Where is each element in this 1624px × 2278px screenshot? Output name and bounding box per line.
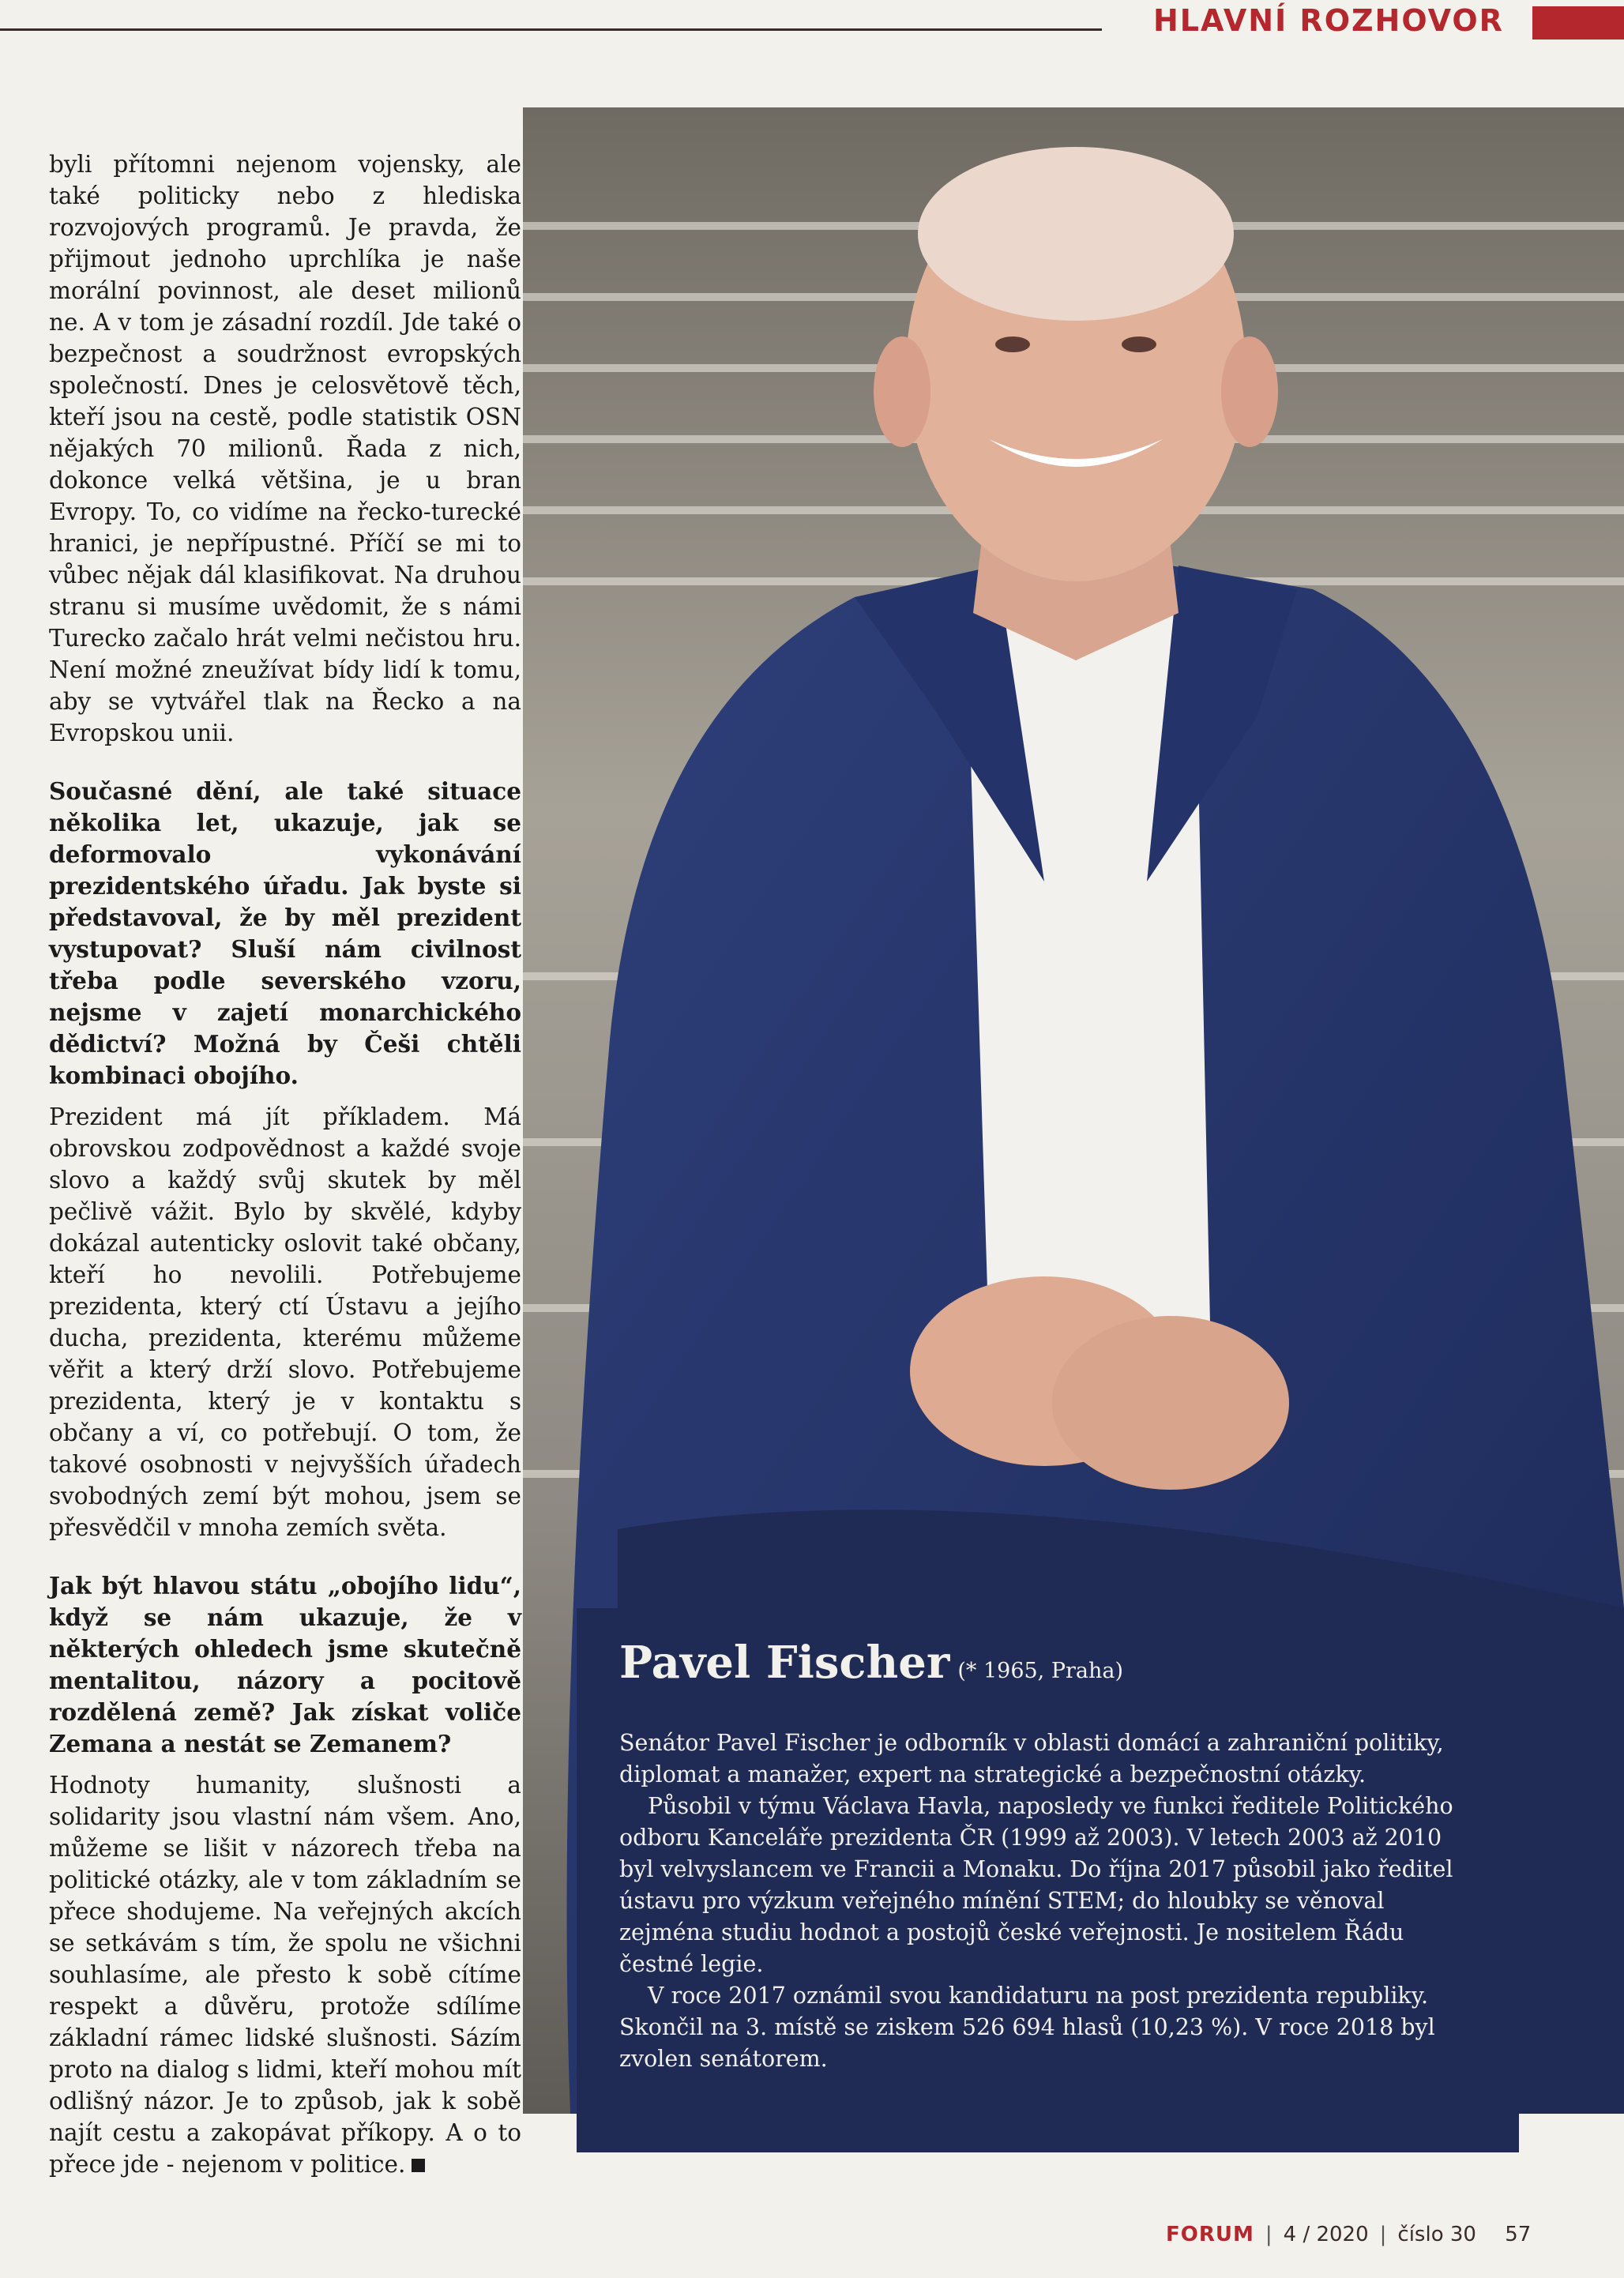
question-paragraph: Jak být hlavou státu „obojího lidu“, když se nám ukazuje, že v některých ohledech jsme skutečně mentalitou, názory a pocitově rozdělená země? Jak získat voliče Zemana a nestát se Zemanem? — [49, 1572, 521, 1757]
bio-heading — [619, 1635, 1478, 1699]
bio-paragraph: V roce 2017 oznámil svou kandidaturu na post prezidenta republiky. Skončil na 3. místě se ziskem 526 694 hlasů (10,23 %). V roce 2018 byl zvolen senátorem. — [619, 1983, 1435, 2072]
answer-paragraph: Prezident má jít příkladem. Má obrovskou zodpovědnost a každé svoje slovo a každý svůj skutek by měl pečlivě vážit. Bylo by skvělé, kdyby dokázal autenticky oslovit také občany, kteří ho nevolili. Potřebujeme prezidenta, který ctí Ústavu a jejího ducha, prezidenta, kterému můžeme věřit a který drží slovo. Potřebujeme prezidenta, který je v kontaktu s občany a ví, co potřebují. O tom, že takové osobnosti v nejvyšších úřadech svobodných zemí být mohou, jsem se přesvědčil v mnoha zemích světa. — [49, 1103, 521, 1541]
bio-paragraph: Senátor Pavel Fischer je odborník v oblasti domácí a zahraniční politiky, diplomat a manažer, expert na strategické a bezpečnostní otázky. — [619, 1730, 1444, 1787]
bio-name: Pavel Fischer — [619, 1637, 950, 1689]
article-column — [49, 148, 521, 2180]
header-rule — [0, 28, 1102, 31]
footer-separator: | — [1379, 2223, 1387, 2246]
answer-text: Hodnoty humanity, slušnosti a solidarity jsou vlastní nám všem. Ano, můžeme se lišit v názorech třeba na politické otázky, ale v tom základním se přece shodujeme. Na veřejných akcích se setkávám s tím, že spolu ne všichni souhlasíme, ale přesto k sobě cítíme respekt a důvěru, protože sdílíme základní rámec lidské slušnosti. Sázím proto na dialog s lidmi, kteří mohou mít odlišný názor. Je to způsob, jak k sobě najít cestu a zakopávat příkopy. A o to přece jde - nejenom v politice. — [49, 1772, 521, 2178]
section-color-tab — [1532, 6, 1624, 39]
footer-brand: FORUM — [1166, 2223, 1254, 2246]
end-of-article-mark — [412, 2159, 425, 2172]
page-number: 57 — [1505, 2223, 1532, 2246]
bio-text — [619, 1727, 1478, 2075]
page-footer — [1166, 2223, 1531, 2246]
bio-born: (* 1965, Praha) — [957, 1659, 1124, 1683]
footer-separator: | — [1265, 2223, 1273, 2246]
bio-paragraph: Působil v týmu Václava Havla, naposledy ve funkci ředitele Politického odboru Kanceláře prezidenta ČR (1999 až 2003). V letech 2003 až 2010 byl velvyslancem ve Francii a Monaku. Do října 2017 působil jako ředitel ústavu pro výzkum veřejného mínění STEM; do hloubky se věnoval zejména studiu hodnot a postojů české veřejnosti. Je nositelem Řádu čestné legie. — [619, 1793, 1453, 1977]
question-paragraph: Současné dění, ale také situace několika let, ukazuje, jak se deformovalo vykonávání prezidentského úřadu. Jak byste si představoval, že by měl prezident vystupovat? Sluší nám civilnost třeba podle severského vzoru, nejsme v zajetí monarchického dědictví? Možná by Češi chtěli kombinaci obojího. — [49, 777, 521, 1089]
footer-number: číslo 30 — [1397, 2223, 1476, 2246]
answer-paragraph: byli přítomni nejenom vojensky, ale také politicky nebo z hlediska rozvojových programů. Je pravda, že přijmout jednoho uprchlíka je naše morální povinnost, ale deset milionů ne. A v tom je zásadní rozdíl. Jde také o bezpečnost a soudržnost evropských společností. Dnes je celosvětově těch, kteří jsou na cestě, podle statistik OSN nějakých 70 milionů. Řada z nich, dokonce velká většina, je u bran Evropy. To, co vidíme na řecko-turecké hranici, je nepřípustné. Příčí se mi to vůbec nějak dál klasifikovat. Na druhou stranu si musíme uvědomit, že s námi Turecko začalo hrát velmi nečistou hru. Není možné zneužívat bídy lidí k tomu, aby se vytvářel tlak na Řecko a na Evropskou unii. — [49, 151, 521, 746]
footer-spacer — [1487, 2223, 1494, 2246]
bio-box — [577, 1608, 1519, 2152]
footer-issue: 4 / 2020 — [1283, 2223, 1369, 2246]
section-title: HLAVNÍ ROZHOVOR — [1153, 3, 1504, 38]
answer-paragraph — [49, 1769, 521, 2180]
